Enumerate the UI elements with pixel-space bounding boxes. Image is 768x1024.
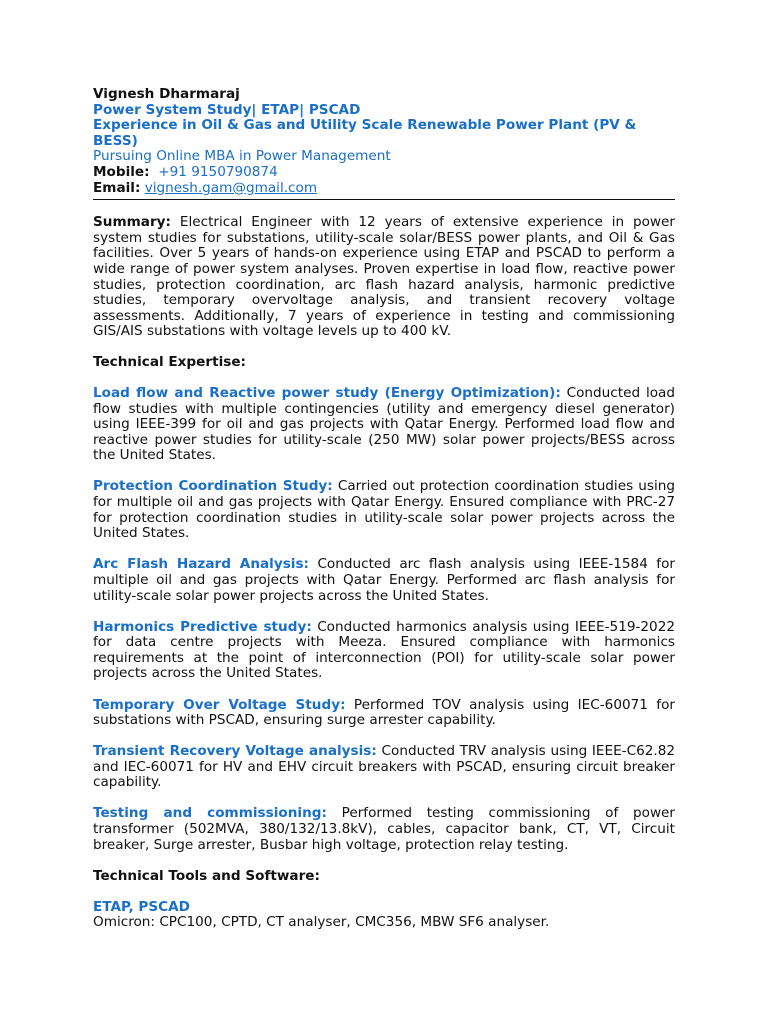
- expertise-item-title: Transient Recovery Voltage analysis:: [93, 743, 377, 760]
- summary-label: Summary:: [93, 214, 171, 231]
- headline: Power System Study| ETAP| PSCAD: [93, 101, 361, 118]
- email-link[interactable]: vignesh.gam@gmail.com: [144, 179, 318, 196]
- resume-page: [93, 87, 675, 931]
- expertise-item-title: Arc Flash Hazard Analysis:: [93, 556, 309, 573]
- expertise-item-title: Testing and commissioning:: [93, 805, 327, 822]
- mobile-label: Mobile:: [93, 163, 150, 180]
- expertise-item-load-flow: [93, 386, 675, 464]
- expertise-item-title: Harmonics Predictive study:: [93, 618, 312, 635]
- experience-line: Experience in Oil & Gas and Utility Scale Renewable Power Plant (PV & BESS): [93, 117, 637, 149]
- expertise-item-protection: [93, 479, 675, 541]
- expertise-item-text: Conducted load flow studies with multiple contingencies (utility and emergency diesel generator) using IEEE-399 for oil and gas projects with Qatar Energy. Performed load flow and reactive power studies for utility-scale (250 MW) solar power projects/BESS across the United States.: [93, 385, 675, 464]
- expertise-item-text: Conducted harmonics analysis using IEEE-519-2022 for data centre projects with Meeza. Ensured compliance with harmonics requirements at the point of interconnection (POI) for utility-scale solar power projects across the United States.: [93, 618, 675, 682]
- expertise-item-testing: [93, 806, 675, 853]
- expertise-item-title: Load flow and Reactive power study (Energy Optimization):: [93, 385, 561, 401]
- summary-text: Electrical Engineer with 12 years of extensive experience in power system studies for substations, utility-scale solar/BESS power plants, and Oil & Gas facilities. Over 5 years of hands-on experience using ETAP and PSCAD to perform a wide range of power system analyses. Proven expertise in load flow, reactive power studies, protection coordination, arc flash hazard analysis, harmonic predictive studies, temporary overvoltage analysis, and transient recovery voltage assessments. Additionally, 7 years of experience in testing and commissioning GIS/AIS substations with voltage levels up to 400 kV.: [93, 214, 675, 340]
- summary-paragraph: [93, 215, 675, 340]
- expertise-item-tov: [93, 698, 675, 729]
- email-label: Email:: [93, 179, 141, 196]
- mobile-line: [93, 165, 675, 181]
- mobile-number: +91 9150790874: [158, 163, 278, 180]
- expertise-item-text: Carried out protection coordination studies using for multiple oil and gas projects with Qatar Energy. Ensured compliance with PRC-27 for protection coordination studies in utility-scale solar power projects across the United States.: [93, 478, 675, 542]
- expertise-item-title: Temporary Over Voltage Study:: [93, 696, 346, 713]
- resume-header: [93, 87, 675, 200]
- expertise-item-trv: [93, 744, 675, 791]
- expertise-item-text: Performed TOV analysis using IEC-60071 for substations with PSCAD, ensuring surge arrester capability.: [93, 696, 675, 729]
- expertise-item-text: Conducted TRV analysis using IEEE-C62.82 and IEC-60071 for HV and EHV circuit breakers with PSCAD, ensuring circuit breaker capability.: [93, 743, 675, 791]
- expertise-item-harmonics: [93, 620, 675, 682]
- expertise-item-title: Protection Coordination Study:: [93, 478, 333, 495]
- tools-heading: Technical Tools and Software:: [93, 867, 320, 884]
- expertise-item-arc-flash: [93, 557, 675, 604]
- expertise-item-text: Conducted arc flash analysis using IEEE-1584 for multiple oil and gas projects with Qatar Energy. Performed arc flash analysis for utility-scale solar power projects across the United States.: [93, 556, 675, 604]
- tools-primary: ETAP, PSCAD: [93, 898, 190, 915]
- candidate-name: Vignesh Dharmaraj: [93, 86, 240, 102]
- email-line: [93, 181, 675, 197]
- tools-secondary: Omicron: CPC100, CPTD, CT analyser, CMC356, MBW SF6 analyser.: [93, 914, 550, 931]
- mba-line: Pursuing Online MBA in Power Management: [93, 148, 391, 165]
- technical-expertise-heading: Technical Expertise:: [93, 353, 246, 370]
- expertise-item-text: Performed testing commissioning of power transformer (502MVA, 380/132/13.8kV), cables, capacitor bank, CT, VT, Circuit breaker, Surge arrester, Busbar high voltage, protection relay testing.: [93, 805, 676, 853]
